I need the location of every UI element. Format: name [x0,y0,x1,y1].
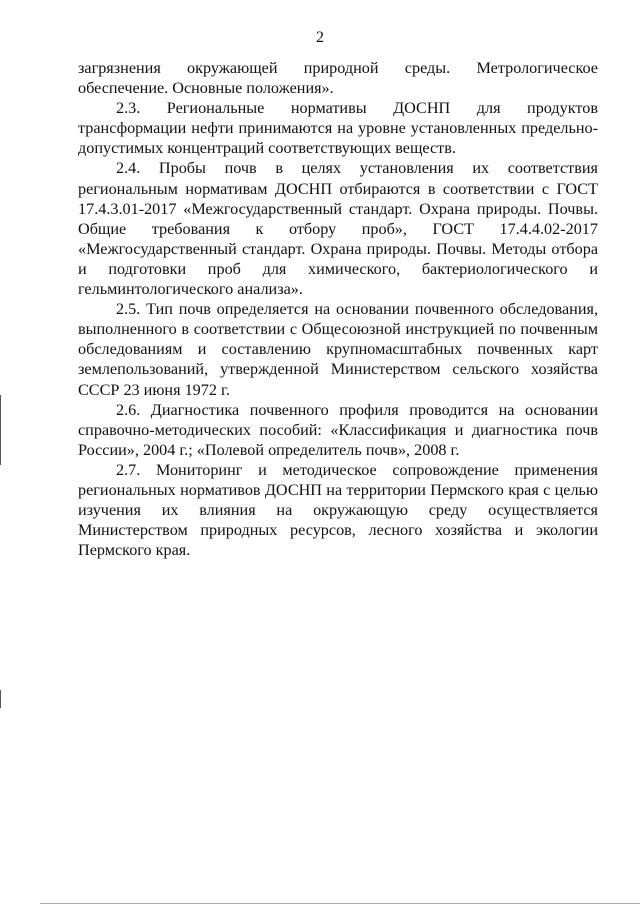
paragraph-2-6: 2.6. Диагностика почвенного профиля проводится на основании справочно-методических пособий: «Классификация и диагностика почв России», 2004 г.; «Полевой определитель почв», 2008 г. [78,400,598,459]
document-body [78,58,598,560]
paragraph-2-3: 2.3. Региональные нормативы ДОСНП для продуктов трансформации нефти принимаются на уровне установленных предельно-допустимых концентраций соответствующих веществ. [78,99,598,158]
scan-edge-mark [0,690,1,708]
scan-edge-mark [0,395,1,465]
page-number: 2 [316,29,324,46]
paragraph-2-7: 2.7. Мониторинг и методическое сопровождение применения региональных нормативов ДОСНП на территории Пермского края с целью изучения их влияния на окружающую среду осуществляется Министерством природных ресурсов, лесного хозяйства и экологии Пермского края. [78,460,598,560]
paragraph-2-4: 2.4. Пробы почв в целях установления их соответствия региональным нормативам ДОСНП отбираются в соответствии с ГОСТ 17.4.3.01-2017 «Межгосударственный стандарт. Охрана природы. Почвы. Общие требования к отбору проб», ГОСТ 17.4.4.02-2017 «Межгосударственный стандарт. Охрана природы. Почвы. Методы отбора и подготовки проб для химического, бактериологического и гельминтологического анализа». [78,159,598,299]
paragraph-continuation: загрязнения окружающей природной среды. Метрологическое обеспечение. Основные положения». [78,59,598,98]
paragraph-2-5: 2.5. Тип почв определяется на основании почвенного обследования, выполненного в соответствии с Общесоюзной инструкцией по почвенным обследованиям и составлению крупномасштабных почвенных карт землепользований, утвержденной Министерством сельского хозяйства СССР 23 июня 1972 г. [78,300,598,399]
scan-bottom-edge [40,903,640,904]
